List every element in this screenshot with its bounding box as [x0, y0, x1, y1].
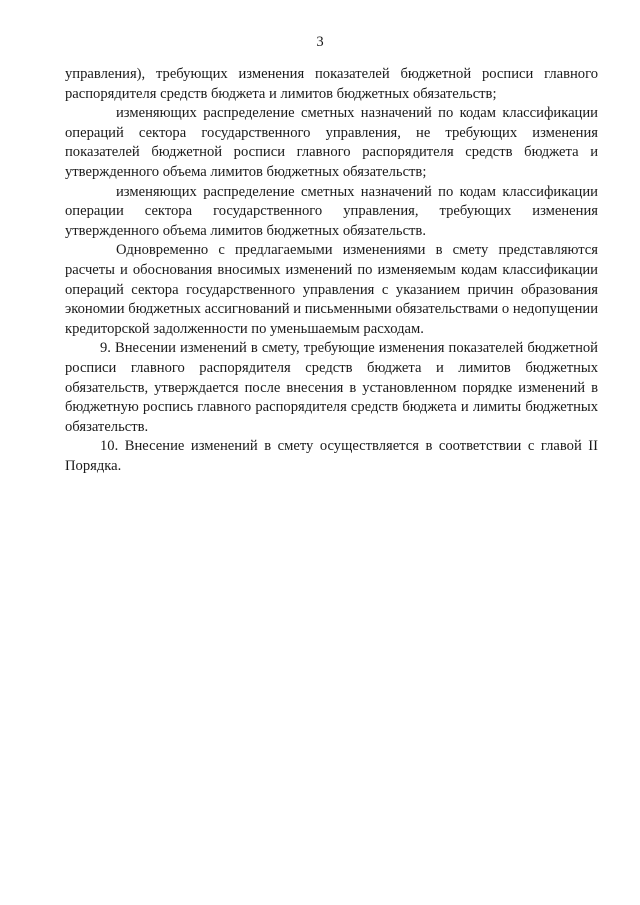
paragraph-continuation: управления), требующих изменения показателей бюджетной росписи главного распорядителя средств бюджета и лимитов бюджетных обязательств; — [65, 66, 598, 102]
paragraph-simultaneous-submission: Одновременно с предлагаемыми изменениями в смету представляются расчеты и обоснования вносимых изменений по изменяемым кодам классификации операций сектора государственного управления с указанием причин образования экономии бюджетных ассигнований и письменными обязательствами о недопущении кредиторской задолженности по уменьшаемым расходам. — [65, 242, 598, 337]
paragraph-requiring-limit-changes: изменяющих распределение сметных назначений по кодам классификации операции сектора государственного управления, требующих изменения утвержденного объема лимитов бюджетных обязательств. — [65, 183, 598, 239]
page-number: 3 — [316, 34, 324, 50]
paragraph-item-9: 9. Внесении изменений в смету, требующие изменения показателей бюджетной росписи главного распорядителя средств бюджета и лимитов бюджетных обязательств, утверждается после внесения в установленном порядке изменений в бюджетную роспись главного распорядителя средств бюджета и лимиты бюджетных обязательств. — [65, 340, 598, 435]
document-body — [65, 65, 598, 476]
paragraph-item-10: 10. Внесение изменений в смету осуществляется в соответствии с главой II Порядка. — [65, 438, 598, 474]
paragraph-not-requiring-changes: изменяющих распределение сметных назначений по кодам классификации операций сектора государственного управления, не требующих изменения показателей бюджетной росписи главного распорядителя средств бюджета и утвержденного объема лимитов бюджетных обязательств; — [65, 105, 598, 180]
